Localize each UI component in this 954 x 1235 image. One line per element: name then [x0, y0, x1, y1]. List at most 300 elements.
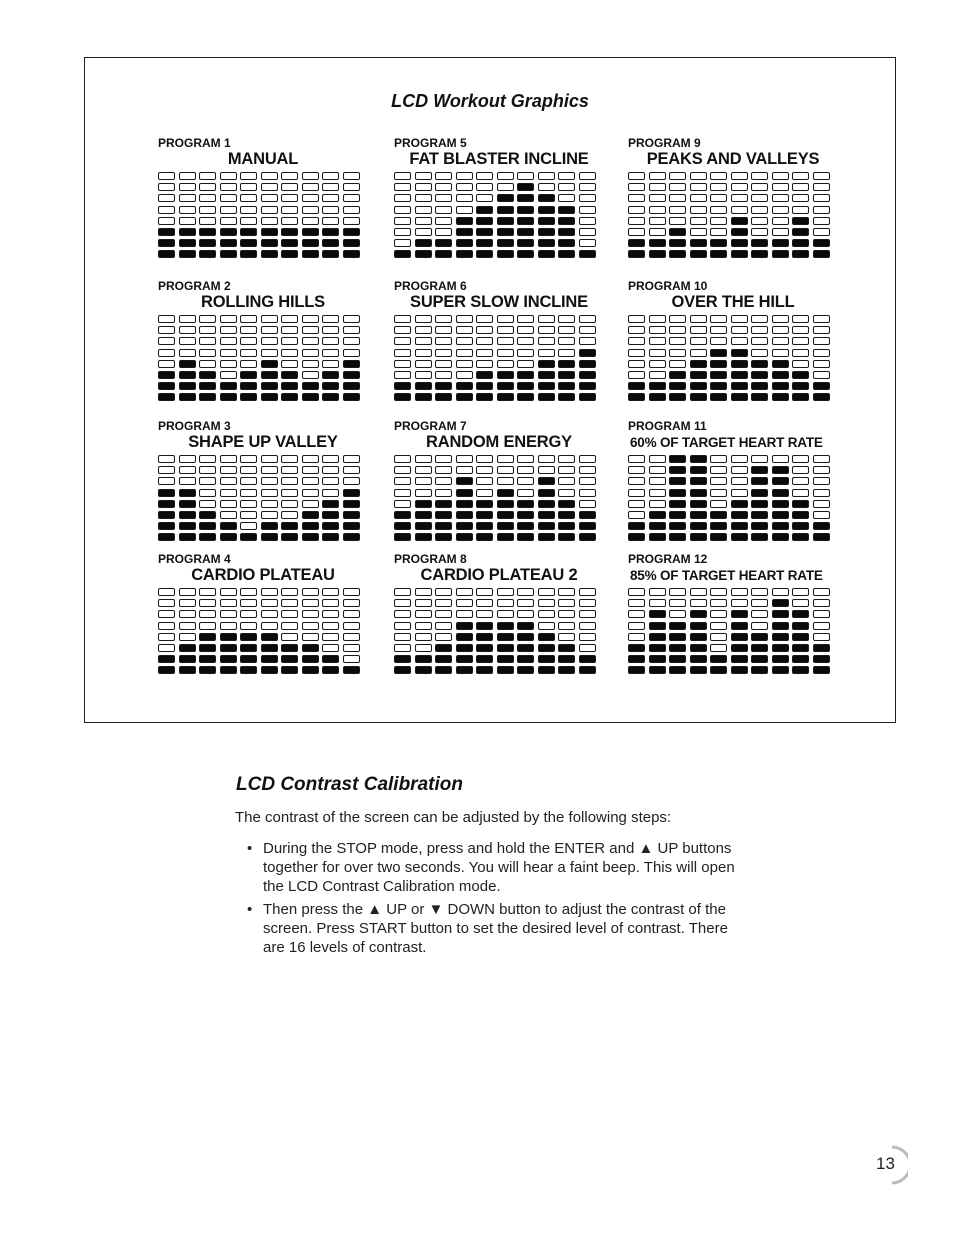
lcd-segment-off — [456, 599, 473, 607]
lcd-segment-off — [710, 217, 727, 225]
lcd-segment-off — [322, 622, 339, 630]
lcd-segment-off — [628, 455, 645, 463]
lcd-segment-on — [517, 382, 534, 390]
lcd-segment-off — [710, 500, 727, 508]
lcd-segment-off — [792, 172, 809, 180]
lcd-segment-on — [199, 644, 216, 652]
program-4-panel — [158, 552, 368, 674]
lcd-segment-off — [281, 337, 298, 345]
lcd-segment-off — [394, 337, 411, 345]
program-3-lcd-grid — [158, 455, 368, 541]
lcd-segment-off — [322, 644, 339, 652]
lcd-segment-on — [322, 533, 339, 541]
lcd-segment-off — [731, 337, 748, 345]
lcd-segment-off — [731, 315, 748, 323]
bullet-icon: • — [247, 840, 253, 857]
lcd-segment-off — [517, 172, 534, 180]
lcd-segment-off — [220, 477, 237, 485]
lcd-segment-on — [731, 217, 748, 225]
lcd-segment-on — [649, 533, 666, 541]
lcd-segment-on — [281, 655, 298, 663]
lcd-segment-off — [690, 172, 707, 180]
lcd-segment-on — [240, 393, 257, 401]
lcd-segment-off — [772, 183, 789, 191]
lcd-segment-off — [158, 349, 175, 357]
lcd-segment-off — [669, 172, 686, 180]
lcd-segment-on — [158, 511, 175, 519]
lcd-segment-on — [476, 217, 493, 225]
lcd-segment-on — [199, 393, 216, 401]
lcd-segment-on — [281, 228, 298, 236]
lcd-segment-on — [456, 511, 473, 519]
lcd-segment-on — [628, 393, 645, 401]
lcd-segment-on — [751, 371, 768, 379]
lcd-segment-on — [772, 633, 789, 641]
lcd-segment-on — [343, 489, 360, 497]
lcd-segment-on — [792, 533, 809, 541]
lcd-segment-on — [690, 382, 707, 390]
lcd-segment-on — [476, 622, 493, 630]
lcd-segment-on — [751, 533, 768, 541]
lcd-segment-on — [690, 511, 707, 519]
lcd-segment-on — [792, 644, 809, 652]
lcd-segment-off — [792, 337, 809, 345]
lcd-segment-off — [343, 183, 360, 191]
lcd-segment-off — [220, 360, 237, 368]
lcd-segment-off — [731, 183, 748, 191]
lcd-segment-off — [649, 326, 666, 334]
lcd-segment-on — [497, 622, 514, 630]
lcd-segment-off — [710, 622, 727, 630]
lcd-segment-off — [517, 349, 534, 357]
lcd-segment-on — [456, 655, 473, 663]
lcd-segment-on — [558, 666, 575, 674]
lcd-segment-on — [710, 666, 727, 674]
lcd-segment-off — [649, 599, 666, 607]
lcd-segment-off — [322, 326, 339, 334]
lcd-segment-off — [415, 644, 432, 652]
lcd-segment-on — [669, 500, 686, 508]
lcd-segment-off — [690, 326, 707, 334]
lcd-segment-on — [497, 393, 514, 401]
lcd-segment-on — [302, 655, 319, 663]
lcd-segment-off — [710, 489, 727, 497]
lcd-segment-off — [343, 206, 360, 214]
lcd-segment-off — [579, 315, 596, 323]
lcd-segment-on — [179, 250, 196, 258]
lcd-segment-off — [731, 326, 748, 334]
lcd-segment-on — [415, 533, 432, 541]
lcd-segment-off — [343, 455, 360, 463]
lcd-segment-on — [792, 511, 809, 519]
lcd-segment-off — [220, 599, 237, 607]
lcd-segment-off — [158, 206, 175, 214]
lcd-segment-off — [497, 588, 514, 596]
lcd-segment-on — [792, 633, 809, 641]
lcd-segment-off — [343, 644, 360, 652]
lcd-segment-on — [261, 250, 278, 258]
lcd-segment-on — [517, 511, 534, 519]
program-name: CARDIO PLATEAU 2 — [420, 566, 578, 584]
lcd-segment-off — [281, 206, 298, 214]
lcd-segment-off — [415, 588, 432, 596]
lcd-segment-on — [628, 250, 645, 258]
lcd-segment-off — [158, 315, 175, 323]
lcd-segment-on — [792, 622, 809, 630]
lcd-segment-off — [628, 633, 645, 641]
lcd-segment-off — [669, 183, 686, 191]
lcd-segment-off — [220, 588, 237, 596]
lcd-segment-off — [649, 500, 666, 508]
lcd-segment-on — [792, 666, 809, 674]
lcd-segment-off — [322, 360, 339, 368]
lcd-segment-off — [813, 217, 830, 225]
lcd-segment-on — [497, 644, 514, 652]
lcd-segment-on — [669, 371, 686, 379]
lcd-segment-off — [579, 326, 596, 334]
lcd-segment-off — [322, 455, 339, 463]
lcd-segment-off — [792, 455, 809, 463]
lcd-segment-off — [792, 206, 809, 214]
lcd-segment-off — [322, 194, 339, 202]
program-9-panel — [628, 136, 838, 258]
lcd-segment-on — [179, 360, 196, 368]
lcd-segment-off — [281, 500, 298, 508]
lcd-segment-on — [199, 382, 216, 390]
lcd-segment-off — [476, 599, 493, 607]
lcd-segment-on — [456, 633, 473, 641]
program-3-panel — [158, 419, 368, 541]
lcd-segment-off — [322, 588, 339, 596]
lcd-segment-off — [628, 371, 645, 379]
lcd-segment-on — [199, 533, 216, 541]
lcd-segment-off — [240, 511, 257, 519]
lcd-segment-on — [517, 250, 534, 258]
lcd-segment-off — [579, 588, 596, 596]
lcd-segment-off — [558, 315, 575, 323]
lcd-segment-on — [649, 622, 666, 630]
lcd-segment-on — [497, 633, 514, 641]
lcd-segment-on — [476, 644, 493, 652]
lcd-segment-on — [792, 393, 809, 401]
lcd-segment-on — [558, 393, 575, 401]
lcd-segment-on — [772, 622, 789, 630]
lcd-segment-on — [649, 655, 666, 663]
lcd-segment-off — [772, 588, 789, 596]
lcd-segment-off — [158, 599, 175, 607]
lcd-segment-off — [302, 360, 319, 368]
lcd-segment-off — [792, 194, 809, 202]
lcd-segment-off — [415, 183, 432, 191]
lcd-segment-off — [179, 217, 196, 225]
lcd-segment-on — [517, 393, 534, 401]
lcd-segment-off — [179, 349, 196, 357]
lcd-segment-on — [322, 500, 339, 508]
lcd-segment-off — [158, 172, 175, 180]
lcd-segment-off — [710, 644, 727, 652]
lcd-segment-off — [240, 315, 257, 323]
lcd-segment-off — [302, 172, 319, 180]
lcd-segment-on — [669, 228, 686, 236]
lcd-segment-on — [558, 522, 575, 530]
lcd-segment-on — [813, 239, 830, 247]
lcd-segment-off — [813, 326, 830, 334]
lcd-segment-off — [628, 477, 645, 485]
lcd-segment-off — [394, 610, 411, 618]
lcd-segment-off — [710, 477, 727, 485]
lcd-segment-on — [435, 533, 452, 541]
lcd-segment-off — [322, 315, 339, 323]
lcd-segment-off — [538, 349, 555, 357]
program-1-lcd-grid — [158, 172, 368, 258]
lcd-segment-off — [302, 466, 319, 474]
lcd-segment-off — [690, 599, 707, 607]
lcd-segment-off — [792, 599, 809, 607]
lcd-segment-on — [558, 382, 575, 390]
lcd-segment-off — [394, 326, 411, 334]
lcd-segment-on — [690, 239, 707, 247]
lcd-segment-on — [497, 217, 514, 225]
lcd-segment-off — [813, 500, 830, 508]
lcd-segment-off — [302, 326, 319, 334]
lcd-segment-off — [435, 466, 452, 474]
lcd-segment-on — [751, 466, 768, 474]
lcd-segment-off — [435, 622, 452, 630]
lcd-segment-on — [772, 477, 789, 485]
lcd-segment-on — [158, 655, 175, 663]
lcd-segment-on — [476, 655, 493, 663]
lcd-segment-on — [538, 194, 555, 202]
lcd-segment-off — [497, 610, 514, 618]
lcd-segment-off — [158, 466, 175, 474]
lcd-segment-off — [628, 466, 645, 474]
lcd-segment-on — [240, 666, 257, 674]
lcd-segment-off — [261, 599, 278, 607]
lcd-segment-on — [435, 393, 452, 401]
lcd-segment-off — [579, 194, 596, 202]
lcd-segment-off — [751, 455, 768, 463]
lcd-segment-on — [497, 511, 514, 519]
lcd-segment-off — [343, 315, 360, 323]
program-name: MANUAL — [227, 150, 299, 168]
lcd-segment-off — [435, 588, 452, 596]
lcd-segment-off — [435, 599, 452, 607]
lcd-segment-on — [517, 194, 534, 202]
lcd-segment-on — [731, 522, 748, 530]
lcd-segment-off — [558, 194, 575, 202]
program-9-lcd-grid — [628, 172, 838, 258]
lcd-segment-off — [731, 455, 748, 463]
lcd-segment-on — [792, 239, 809, 247]
lcd-segment-on — [710, 250, 727, 258]
lcd-segment-off — [343, 655, 360, 663]
lcd-segment-on — [322, 228, 339, 236]
lcd-segment-off — [158, 326, 175, 334]
lcd-segment-off — [476, 360, 493, 368]
lcd-segment-on — [731, 382, 748, 390]
lcd-segment-off — [476, 183, 493, 191]
lcd-segment-off — [497, 477, 514, 485]
lcd-segment-on — [579, 511, 596, 519]
lcd-segment-on — [394, 393, 411, 401]
lcd-segment-on — [476, 633, 493, 641]
lcd-segment-off — [394, 217, 411, 225]
lcd-segment-off — [322, 337, 339, 345]
lcd-segment-off — [240, 622, 257, 630]
lcd-segment-on — [179, 382, 196, 390]
lcd-segment-on — [220, 522, 237, 530]
lcd-segment-on — [220, 633, 237, 641]
program-11-lcd-grid — [628, 455, 838, 541]
lcd-segment-off — [302, 371, 319, 379]
lcd-segment-off — [538, 337, 555, 345]
lcd-segment-off — [497, 360, 514, 368]
lcd-segment-off — [240, 337, 257, 345]
lcd-segment-off — [302, 599, 319, 607]
lcd-segment-on — [690, 393, 707, 401]
lcd-segment-off — [558, 588, 575, 596]
lcd-segment-off — [476, 489, 493, 497]
lcd-segment-on — [497, 489, 514, 497]
lcd-segment-on — [240, 533, 257, 541]
lcd-segment-on — [415, 239, 432, 247]
lcd-segment-off — [240, 610, 257, 618]
lcd-segment-off — [281, 622, 298, 630]
lcd-segment-off — [394, 489, 411, 497]
lcd-segment-off — [179, 599, 196, 607]
lcd-segment-off — [690, 183, 707, 191]
lcd-segment-off — [179, 466, 196, 474]
program-4-lcd-grid — [158, 588, 368, 674]
lcd-segment-off — [579, 172, 596, 180]
lcd-segment-off — [579, 500, 596, 508]
lcd-segment-on — [669, 666, 686, 674]
lcd-segment-on — [517, 239, 534, 247]
lcd-segment-on — [517, 633, 534, 641]
lcd-segment-off — [497, 349, 514, 357]
lcd-segment-on — [669, 533, 686, 541]
lcd-segment-off — [240, 183, 257, 191]
lcd-segment-off — [710, 326, 727, 334]
lcd-segment-off — [179, 477, 196, 485]
lcd-segment-off — [538, 172, 555, 180]
lcd-segment-off — [628, 228, 645, 236]
lcd-segment-on — [690, 360, 707, 368]
lcd-segment-off — [813, 588, 830, 596]
lcd-segment-on — [669, 466, 686, 474]
lcd-segment-off — [628, 622, 645, 630]
lcd-segment-off — [628, 217, 645, 225]
lcd-segment-on — [579, 666, 596, 674]
lcd-segment-off — [261, 337, 278, 345]
lcd-segment-on — [669, 239, 686, 247]
lcd-segment-off — [579, 466, 596, 474]
program-number: PROGRAM 5 — [394, 136, 467, 150]
lcd-segment-off — [558, 172, 575, 180]
lcd-segment-off — [579, 644, 596, 652]
lcd-segment-on — [302, 511, 319, 519]
lcd-segment-off — [394, 239, 411, 247]
lcd-segment-off — [220, 610, 237, 618]
lcd-segment-on — [322, 250, 339, 258]
program-name: CARDIO PLATEAU — [191, 566, 335, 584]
lcd-segment-off — [261, 588, 278, 596]
program-8-lcd-grid — [394, 588, 604, 674]
lcd-segment-off — [538, 466, 555, 474]
lcd-segment-on — [690, 610, 707, 618]
lcd-segment-off — [751, 206, 768, 214]
lcd-segment-off — [731, 206, 748, 214]
lcd-segment-on — [751, 382, 768, 390]
lcd-segment-on — [558, 371, 575, 379]
program-number: PROGRAM 9 — [628, 136, 701, 150]
lcd-segment-on — [415, 382, 432, 390]
lcd-segment-off — [158, 633, 175, 641]
lcd-segment-off — [220, 194, 237, 202]
lcd-segment-off — [415, 360, 432, 368]
lcd-segment-on — [343, 522, 360, 530]
lcd-segment-on — [435, 239, 452, 247]
lcd-segment-off — [476, 315, 493, 323]
lcd-segment-off — [240, 599, 257, 607]
lcd-segment-on — [813, 382, 830, 390]
lcd-segment-off — [394, 599, 411, 607]
lcd-segment-off — [751, 172, 768, 180]
lcd-segment-on — [731, 610, 748, 618]
lcd-segment-off — [394, 183, 411, 191]
lcd-segment-on — [199, 250, 216, 258]
lcd-segment-on — [220, 644, 237, 652]
lcd-segment-off — [302, 349, 319, 357]
lcd-segment-off — [240, 522, 257, 530]
lcd-segment-off — [302, 610, 319, 618]
lcd-segment-off — [751, 349, 768, 357]
lcd-segment-off — [435, 360, 452, 368]
lcd-segment-off — [322, 599, 339, 607]
workout-graphics-frame — [84, 57, 896, 723]
lcd-segment-on — [649, 610, 666, 618]
lcd-segment-off — [435, 633, 452, 641]
lcd-segment-off — [731, 477, 748, 485]
lcd-segment-on — [302, 228, 319, 236]
lcd-segment-off — [517, 360, 534, 368]
lcd-segment-on — [669, 655, 686, 663]
lcd-segment-off — [261, 217, 278, 225]
lcd-segment-on — [158, 250, 175, 258]
lcd-segment-on — [199, 666, 216, 674]
lcd-segment-off — [281, 172, 298, 180]
lcd-segment-on — [538, 228, 555, 236]
lcd-segment-off — [628, 511, 645, 519]
lcd-segment-on — [751, 489, 768, 497]
lcd-segment-off — [792, 349, 809, 357]
lcd-segment-on — [302, 393, 319, 401]
lcd-segment-off — [772, 172, 789, 180]
lcd-segment-on — [281, 666, 298, 674]
lcd-segment-off — [772, 217, 789, 225]
lcd-segment-on — [476, 511, 493, 519]
lcd-segment-on — [476, 206, 493, 214]
lcd-segment-on — [690, 522, 707, 530]
lcd-segment-on — [538, 250, 555, 258]
lcd-segment-off — [415, 349, 432, 357]
lcd-segment-off — [517, 466, 534, 474]
program-7-lcd-grid — [394, 455, 604, 541]
lcd-segment-off — [456, 337, 473, 345]
lcd-segment-off — [199, 599, 216, 607]
lcd-segment-on — [710, 382, 727, 390]
lcd-segment-off — [731, 588, 748, 596]
